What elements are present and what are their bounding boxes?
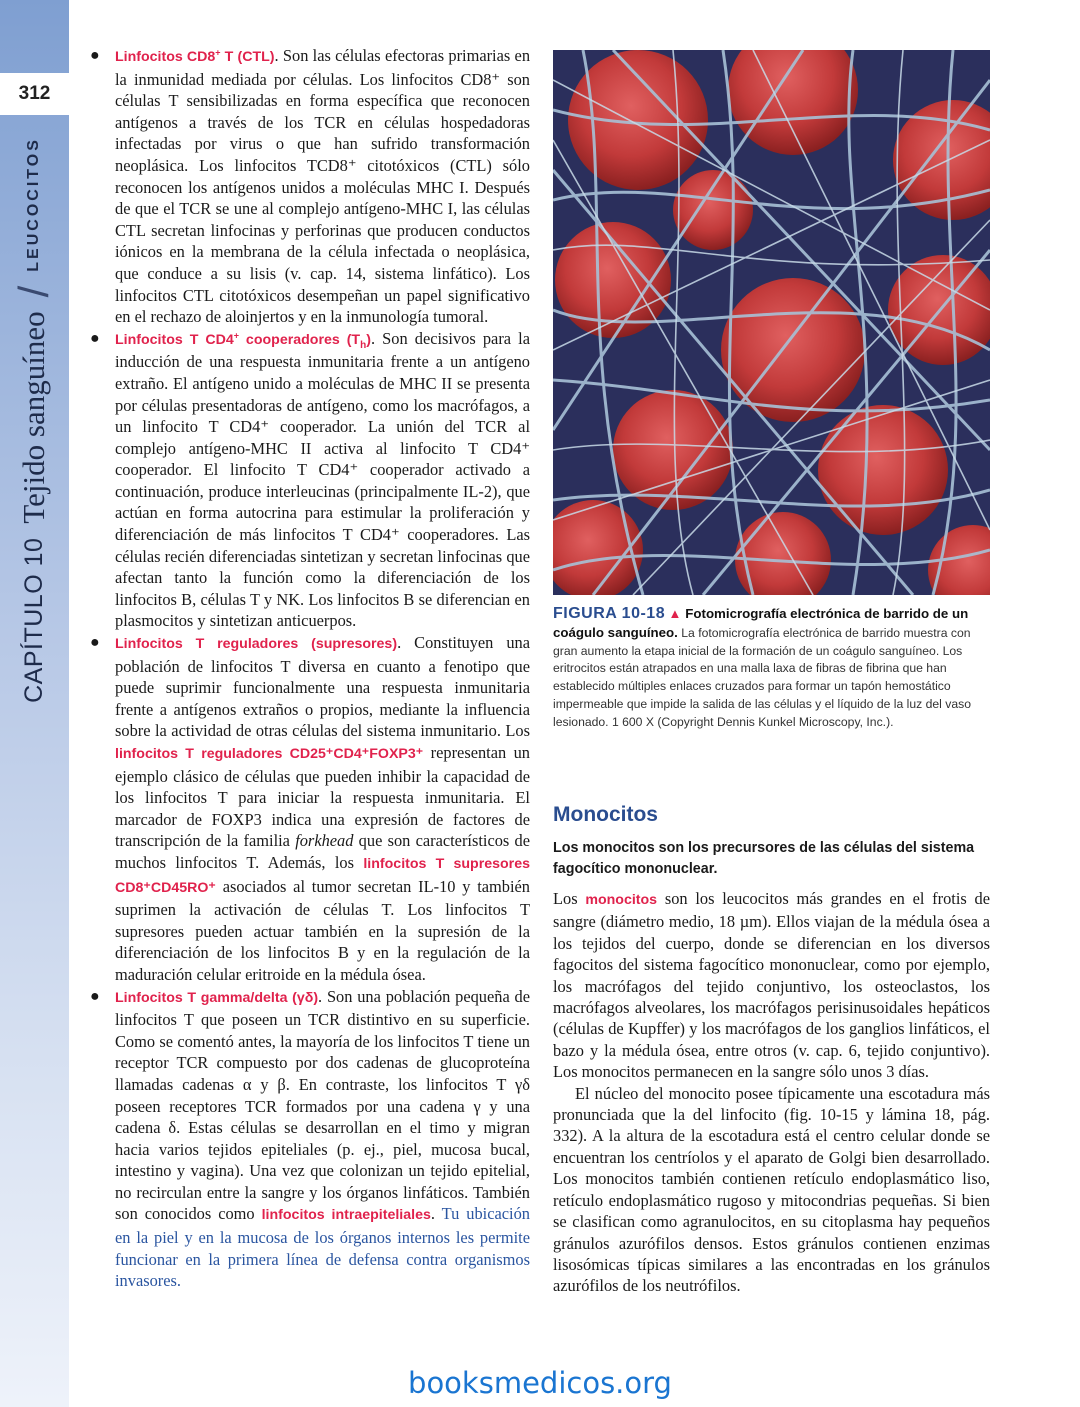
chapter-title: Tejido sanguíneo (16, 311, 51, 524)
red-blood-cell (673, 170, 753, 250)
cd8-text: . Son las células efectoras primarias en la inmunidad mediada por células. Los linfocitos CD8⁺ son células T sensibilizadas en forma específica que reconocen antígenos a través de los TCR en células hospedadoras infectadas por virus o que han sufrido transformación neoplásica. Los linfocitos TCD8⁺ citotóxicos (CTL) sólo reconocen los antígenos unidos a moléculas MHC I. Después de que el TCR se une al complejo antígeno-MHC I, las células CTL secretan linfocinas y perforinas que producen conductos iónicos en la membrana de la célula infectada o neoplásica, que conduce a su lisis (v. cap. 14, sistema linfático). Los linfocitos CTL citotóxicos desempeñan un papel significativo en el rechazo de aloinjertos y en la inmunología tumoral. (115, 46, 531, 327)
monocitos-body (553, 888, 990, 1297)
footer-watermark: booksmedicos.org (408, 1366, 672, 1400)
chapter-label: CAPÍTULO 10 (19, 537, 48, 703)
list-item-cd8 (90, 45, 530, 328)
figure-title: Fotomicrografía electrónica de barrido de un coágulo sanguíneo. (553, 606, 969, 640)
highlighted-sentence: Tu ubicación en la piel y en la mucosa de los órganos internos les permite funcionar en la primera línea de defensa contra organismos invasores. (115, 1204, 530, 1291)
section-summary: Los monocitos son los precursores de las células del sistema fagocítico mononuclear. (553, 840, 975, 877)
section-label: LEUCOCITOS (25, 137, 42, 272)
term-gamma-delta: Linfocitos T gamma/delta (γδ) (115, 989, 319, 1006)
micrograph-image (553, 50, 990, 595)
term-cd8: Linfocitos CD8+ T (CTL) (115, 47, 275, 65)
figure-caption-text: La fotomicrografía electrónica de barrido muestra con gran aumento la etapa inicial de la formación de un coágulo sanguíneo. Los eritrocitos están atrapados en una malla laxa de fibras de fibrina que han establecido múltiples enlaces cruzados para formar un tapón hemostático impermeable que impide la salida de las células y el líquido de la luz del vaso lesionado. 1 600 X (Copyright Dennis Kunkel Microscopy, Inc.). (553, 625, 971, 729)
triangle-icon: ▲ (668, 606, 682, 621)
figure-micrograph (553, 50, 990, 595)
bullet-icon: ● (90, 329, 100, 347)
italic-forkhead: forkhead (295, 831, 354, 851)
figure-caption (553, 605, 990, 732)
header-separator: / (10, 285, 57, 298)
section-heading-monocitos: Monocitos (553, 803, 658, 826)
list-item-treg: ● Linfocitos T reguladores (supresores). Constituyen una población de linfocitos T diversa en cuanto a fenotipo que puede suprimir funcionalmente una respuesta inmunitaria frente a antígenos extraños o propios, mediante la influencia sobre la actividad de otras células del sistema inmunitario. Los linfocitos T reguladores CD25⁺CD4⁺FOXP3⁺ representan un ejemplo clásico de células que pueden inhibir la capacidad de los linfocitos T para iniciar la respuesta inmunitaria. El marcador de FOXP3 indica una expresión de factores de transcripción de la familia forkhead que son característicos de muchos linfocitos T. Además, los linfocitos T supresores CD8⁺CD45RO⁺ asociados al tumor secretan IL-10 y también suprimen la activación de células T. Los linfocitos T supresores pueden actuar también en la supresión de la diferenciación de los linfocitos B y en la regulación de la maduración celular eritroide en la médula ósea. (90, 633, 530, 984)
term-intraepiteliales: linfocitos intraepiteliales (261, 1207, 431, 1224)
cd4-text: . Son decisivos para la inducción de una respuesta inmunitaria frente a un antígeno extraño. El antígeno unido a moléculas de MHC II se presenta por células presentadoras de antígeno, como los macrófagos, a un linfocito T CD4⁺ cooperador. La unión del TCR al complejo antígeno-MHC II activa al linfocito T CD4⁺ cooperador. El linfocito T CD4⁺ cooperador activado a continuación, produce interleucinas (principalmente IL-2), que actúan en forma autocrina para estimular la proliferación y diferenciación de más linfocitos T CD4⁺ cooperadores. Las células recién diferenciadas sintetizan y secretan linfocinas que afectan tanto la función como la diferenciación de los linfocitos B, células T y NK. Los linfocitos B se diferencian en plasmocitos y sintetizan anticuerpos. (115, 328, 530, 631)
figure-label: FIGURA 10-18 (553, 605, 666, 622)
bullet-icon: ● (90, 47, 100, 64)
red-blood-cell (818, 405, 948, 535)
red-blood-cell (568, 50, 708, 190)
term-monocitos: monocitos (585, 892, 658, 908)
term-supresores: linfocitos T supresores CD8⁺CD45RO⁺ (115, 855, 530, 896)
bullet-icon: ● (90, 987, 100, 1005)
list-item-cd4 (90, 328, 530, 632)
term-cd4: Linfocitos T CD4+ cooperadores $(T_h)$ (115, 329, 371, 351)
paragraph: Los monocitos son los leucocitos más grandes en el frotis de sangre (diámetro medio, 18 µm). Ellos viajan de la médula ósea a los tejidos del cuerpo, donde se diferencian en los diversos fagocitos del sistema fagocítico mononuclear, como por ejemplo, los macrófagos del tejido conjuntivo, los osteoclastos, los macrófagos alveolares, los macrófagos perisinusoidales hepáticos (células de Kupffer) y los macrófagos de los ganglios linfáticos, el bazo y la médula ósea, entre otros (v. cap. 6, tejido conjuntivo). Los monocitos permanecen en la sangre sólo unos 3 días. (553, 889, 990, 1082)
term-treg-cd25: linfocitos T reguladores CD25⁺CD4⁺FOXP3⁺ (115, 746, 424, 762)
page-number: 312 (0, 73, 69, 115)
left-column (90, 45, 530, 1292)
paragraph: El núcleo del monocito posee típicamente una escotadura más pronunciada que la del linfocito (fig. 10-15 y lámina 18, pág. 332). A la altura de la escotadura está el centro celular donde se encuentran los centríolos y el aparato de Golgi bien desarrollado. Los monocitos también contienen retículo endoplasmático liso, retículo endoplasmático rugoso y mitocondrias pequeñas. Si bien se clasifican como agranulocitos, en su citoplasma hay pequeños gránulos azurófilos densos. Estos gránulos contienen enzimas lisosómicas típicas similares a las encontradas en los gránulos azurófilos de los neutrófilos. (553, 1083, 990, 1296)
list-item-gamma-delta: ● Linfocitos T gamma/delta (γδ). Son una población pequeña de linfocitos T que poseen un TCR distintivo en su superficie. Como se comentó antes, la mayoría de los linfocitos T tiene un receptor TCR compuesto por dos cadenas de glucoproteína llamadas cadenas α y β. En contraste, los linfocitos T γδ poseen receptores TCR formados por una cadena γ y una cadena δ. Estas células se desarrollan en el timo y migran hacia varios tejidos epiteliales (p. ej., piel, mucosa bucal, intestino y vagina). Una vez que colonizan un tejido epitelial, no recirculan entre la sangre y los órganos linfáticos. También son conocidos como linfocitos intraepiteliales. Tu ubicación en la piel y en la mucosa de los órganos internos les permite funcionar en la primera línea de defensa contra organismos invasores. (90, 986, 531, 1291)
bullet-icon: ● (90, 634, 100, 652)
term-treg: Linfocitos T reguladores (supresores) (115, 636, 398, 653)
